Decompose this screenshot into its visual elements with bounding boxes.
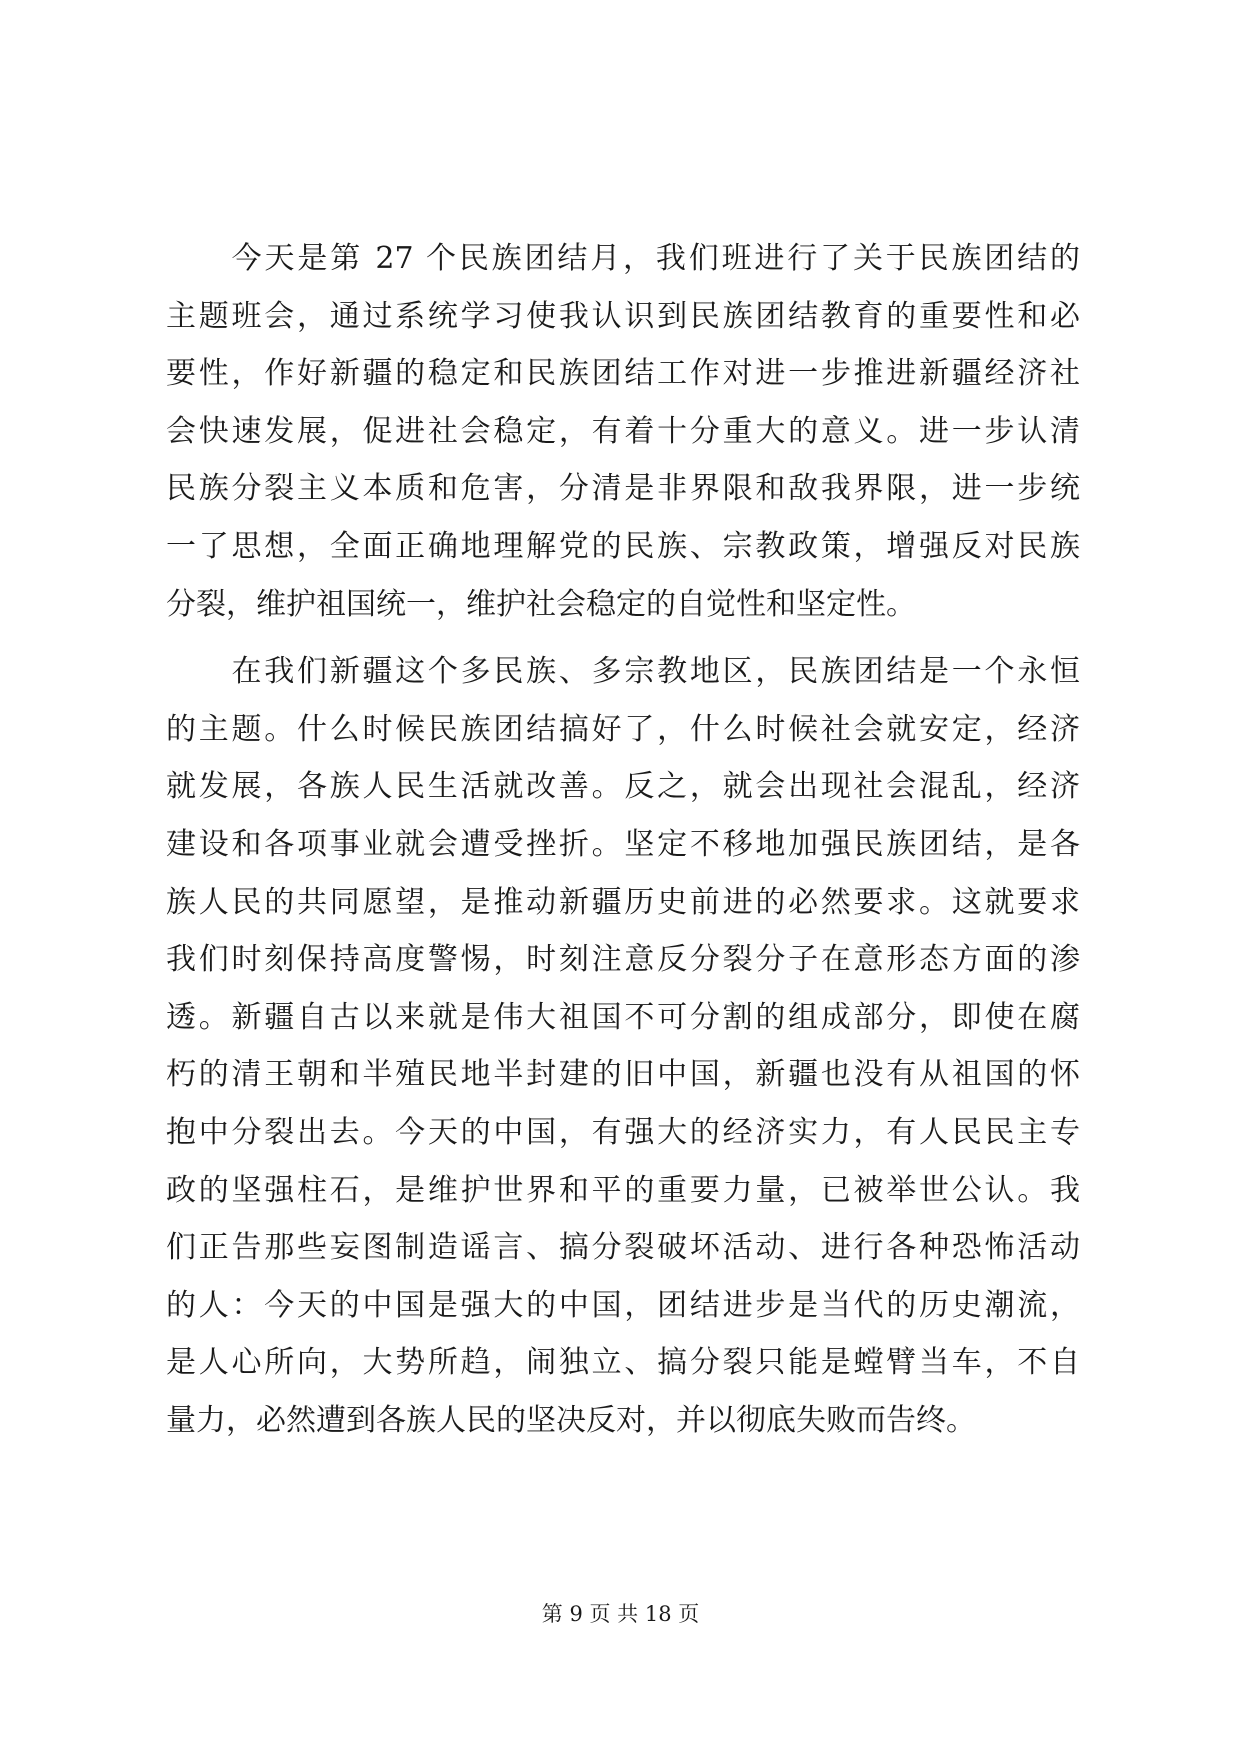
text-line: 的人：今天的中国是强大的中国，团结进步是当代的历史潮流， <box>166 1287 1080 1323</box>
text-line: 一了思想，全面正确地理解党的民族、宗教政策，增强反对民族 <box>166 528 1080 564</box>
text-line: 是人心所向，大势所趋，闹独立、搞分裂只能是螳臂当车，不自 <box>166 1345 1080 1381</box>
text-line: 族人民的共同愿望，是推动新疆历史前进的必然要求。这就要求 <box>166 884 1080 920</box>
text-line: 政的坚强柱石，是维护世界和平的重要力量，已被举世公认。我 <box>166 1172 1080 1208</box>
paragraph-gap <box>166 633 1080 643</box>
text-line: 分裂，维护祖国统一，维护社会稳定的自觉性和坚定性。 <box>166 586 916 622</box>
paragraph-1 <box>166 230 1080 633</box>
body-text <box>166 230 1080 1449</box>
text-line: 量力，必然遭到各族人民的坚决反对，并以彻底失败而告终。 <box>166 1402 976 1438</box>
text-line: 抱中分裂出去。今天的中国，有强大的经济实力，有人民民主专 <box>166 1114 1080 1150</box>
text-line: 我们时刻保持高度警惕，时刻注意反分裂分子在意形态方面的渗 <box>166 942 1080 978</box>
page-footer: 第 9 页 共 18 页 <box>541 1602 700 1626</box>
text-line: 们正告那些妄图制造谣言、搞分裂破坏活动、进行各种恐怖活动 <box>166 1230 1080 1266</box>
text-line: 在我们新疆这个多民族、多宗教地区，民族团结是一个永恒 <box>166 654 1080 690</box>
text-line: 的主题。什么时候民族团结搞好了，什么时候社会就安定，经济 <box>166 711 1080 747</box>
text-line: 主题班会，通过系统学习使我认识到民族团结教育的重要性和必 <box>166 298 1080 334</box>
paragraph-2 <box>166 643 1080 1449</box>
text-line: 朽的清王朝和半殖民地半封建的旧中国，新疆也没有从祖国的怀 <box>166 1057 1080 1093</box>
text-line: 民族分裂主义本质和危害，分清是非界限和敌我界限，进一步统 <box>166 471 1080 507</box>
text-line: 透。新疆自古以来就是伟大祖国不可分割的组成部分，即使在腐 <box>166 999 1080 1035</box>
text-line: 要性，作好新疆的稳定和民族团结工作对进一步推进新疆经济社 <box>166 356 1080 392</box>
text-line: 今天是第 27 个民族团结月，我们班进行了关于民族团结的 <box>166 241 1080 276</box>
text-line: 就发展，各族人民生活就改善。反之，就会出现社会混乱，经济 <box>166 769 1080 805</box>
text-line: 建设和各项事业就会遭受挫折。坚定不移地加强民族团结，是各 <box>166 826 1080 862</box>
text-line: 会快速发展，促进社会稳定，有着十分重大的意义。进一步认清 <box>166 413 1080 449</box>
